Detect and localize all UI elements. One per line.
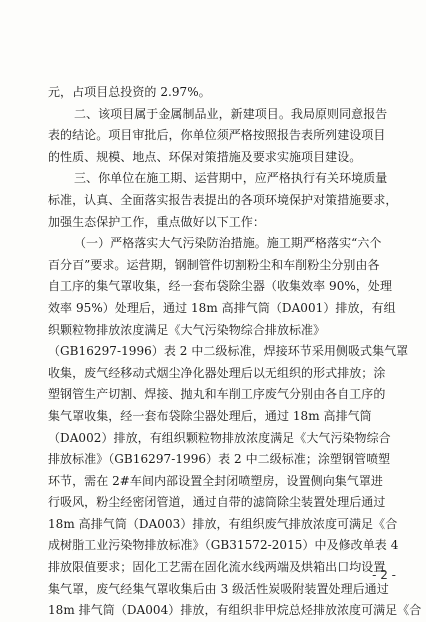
text-line: 排放限值要求；固化工艺需在固化流水线两端及烘箱出口均设置 [48, 560, 386, 575]
text-line: 排放标准》（GB16297-1996）表 2 中二级标准；涂塑钢管喷塑 [48, 452, 391, 467]
text-line: 自工序的集气罩收集，经一套布袋除尘器（收集效率 90%，处理 [48, 279, 392, 294]
text-line: （GB16297-1996）表 2 中二级标准，焊接环节采用侧吸式集气罩 [48, 344, 409, 359]
text-line: 百分百”要求。运营期，钢制管件切割粉尘和车削粉尘分别由各 [48, 257, 380, 272]
text-line: 18m 排气筒（DA004）排放，有组织非甲烷总烃排放浓度可满足《合 [48, 603, 422, 618]
text-line: 效率 95%）处理后，通过 18m 高排气筒（DA001）排放，有组 [48, 300, 396, 315]
text-line: 元，占项目总投资的 2.97%。 [48, 85, 211, 99]
text-line: （一）严格落实大气污染防治措施。施工期严格落实“六个 [74, 236, 382, 251]
text-line: 加强生态保护工作，重点做好以下工作： [48, 214, 265, 229]
text-line: 标准，认真、全面落实报告表提出的各项环境保护对策措施要求， [48, 192, 398, 207]
text-line: 的性质、规模、地点、环保对策措施及要求实施项目建设。 [48, 149, 362, 164]
text-line: 表的结论。项目审批后，你单位须严格按照报告表所列建设项目 [48, 128, 386, 143]
text-line: 18m 高排气筒（DA003）排放，有组织废气排放浓度可满足《合 [48, 516, 398, 531]
text-line: 织颗粒物排放浓度满足《大气污染物综合排放标准》 [48, 322, 326, 337]
text-line: 行吸风，粉尘经密闭管道，通过自带的滤筒除尘装置处理后通过 [48, 495, 386, 510]
text-line: 成树脂工业污染物排放标准》（GB31572-2015）中及修改单表 4 [48, 538, 399, 553]
text-line: （DA002）排放，有组织颗粒物排放浓度满足《大气污染物综合 [48, 430, 391, 445]
text-line: 二、该项目属于金属制品业，新建项目。我局原则同意报告 [74, 106, 388, 121]
text-line: 塑钢管生产切割、焊接、抛丸和车削工序废气分别由各自工序的 [48, 387, 386, 402]
text-line: 集气罩收集，经一套布袋除尘器处理后，通过 18m 高排气筒 [48, 408, 372, 423]
text-line: 环节，需在 2#车间内部设置全封闭喷塑房，设置侧向集气罩进 [48, 473, 383, 488]
page-number: - 2 - [372, 568, 396, 582]
text-line: 集气罩，废气经集气罩收集后由 3 级活性炭吸附装置处理后通过 [48, 581, 389, 596]
text-line: 三、你单位在施工期、运营期中，应严格执行有关环境质量 [74, 171, 388, 186]
text-line: 收集，废气经移动式烟尘净化器处理后以无组织的形式排放；涂 [48, 365, 386, 380]
